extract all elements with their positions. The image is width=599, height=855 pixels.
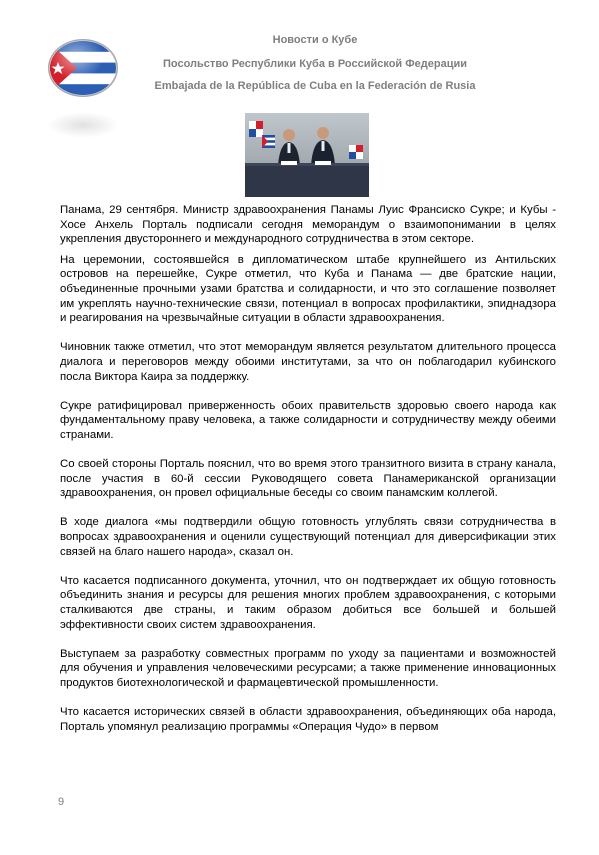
article-paragraph: Панама, 29 сентября. Министр здравоохранения Панамы Луис Франсиско Сукре; и Кубы - Хосе Анхель Порталь подписали сегодня меморандум о взаимопонимании в целях укрепления двустороннего и международного сотрудничества в этом секторе. xyxy=(60,204,556,246)
signing-ceremony-photo xyxy=(245,113,369,197)
article-paragraph: Выступаем за разработку совместных программ по уходу за пациентами и возможностей для обучения и управления человеческими ресурсами; а также применение инновационных продуктов биотехнологической и фармацевтической промышленности. xyxy=(60,647,556,689)
article-body xyxy=(60,203,556,749)
article-paragraph: Что касается исторических связей в области здравоохранения, объединяющих оба народа, Порталь упомянул реализацию программы «Операция Чудо» в первом xyxy=(60,706,556,733)
article-paragraph: В ходе диалога «мы подтвердили общую готовность углублять связи сотрудничества в вопросах здравоохранения и оценили существующий потенциал для диверсификации этих связей на благо нашего народа», сказал он. xyxy=(60,516,556,558)
cuba-flag-oval-icon xyxy=(47,38,119,98)
header-title: Новости о Кубе xyxy=(272,34,358,46)
header-embassy-es: Embajada de la República de Cuba en la Federación de Rusia xyxy=(154,80,476,92)
article-paragraph: Со своей стороны Порталь пояснил, что во время этого транзитного визита в страну канала, после участия в 60-й сессии Руководящего совета Панамериканской организации здравоохранения, он провел официальные беседы со своим панамским коллегой. xyxy=(60,458,556,500)
page-number: 9 xyxy=(58,796,65,808)
article-paragraph: Сукре ратифицировал приверженность обоих правительств здоровью своего народа как фундаментальному праву человека, а также солидарности и сотрудничеству между обеими странами. xyxy=(60,399,556,441)
article-paragraph: Чиновник также отметил, что этот меморандум является результатом длительного процесса диалога и переговоров между обоими институтами, за что он поблагодарил кубинского посла Виктора Каира за поддержку. xyxy=(60,341,556,383)
logo-reflection xyxy=(47,112,119,138)
article-paragraph: Что касается подписанного документа, уточнил, что он подтверждает их общую готовность объединить знания и ресурсы для решения многих проблем здравоохранения, с которыми сталкиваются две страны, и таким образом добиться все большей и большей эффективности своих систем здравоохранения. xyxy=(60,574,556,631)
article-paragraph: На церемонии, состоявшейся в дипломатическом штабе крупнейшего из Антильских островов на перешейке, Сукре отметил, что Куба и Панама — две братские нации, объединенные прочными узами братства и солидарности, и что это соглашение позволяет им укреплять научно-технические связи, потенциал в вопросах профилактики, эпиднадзора и реагирования на чрезвычайные ситуации в области здравоохранения. xyxy=(60,253,556,325)
header-embassy-ru: Посольство Республики Куба в Российской Федерации xyxy=(163,58,467,70)
